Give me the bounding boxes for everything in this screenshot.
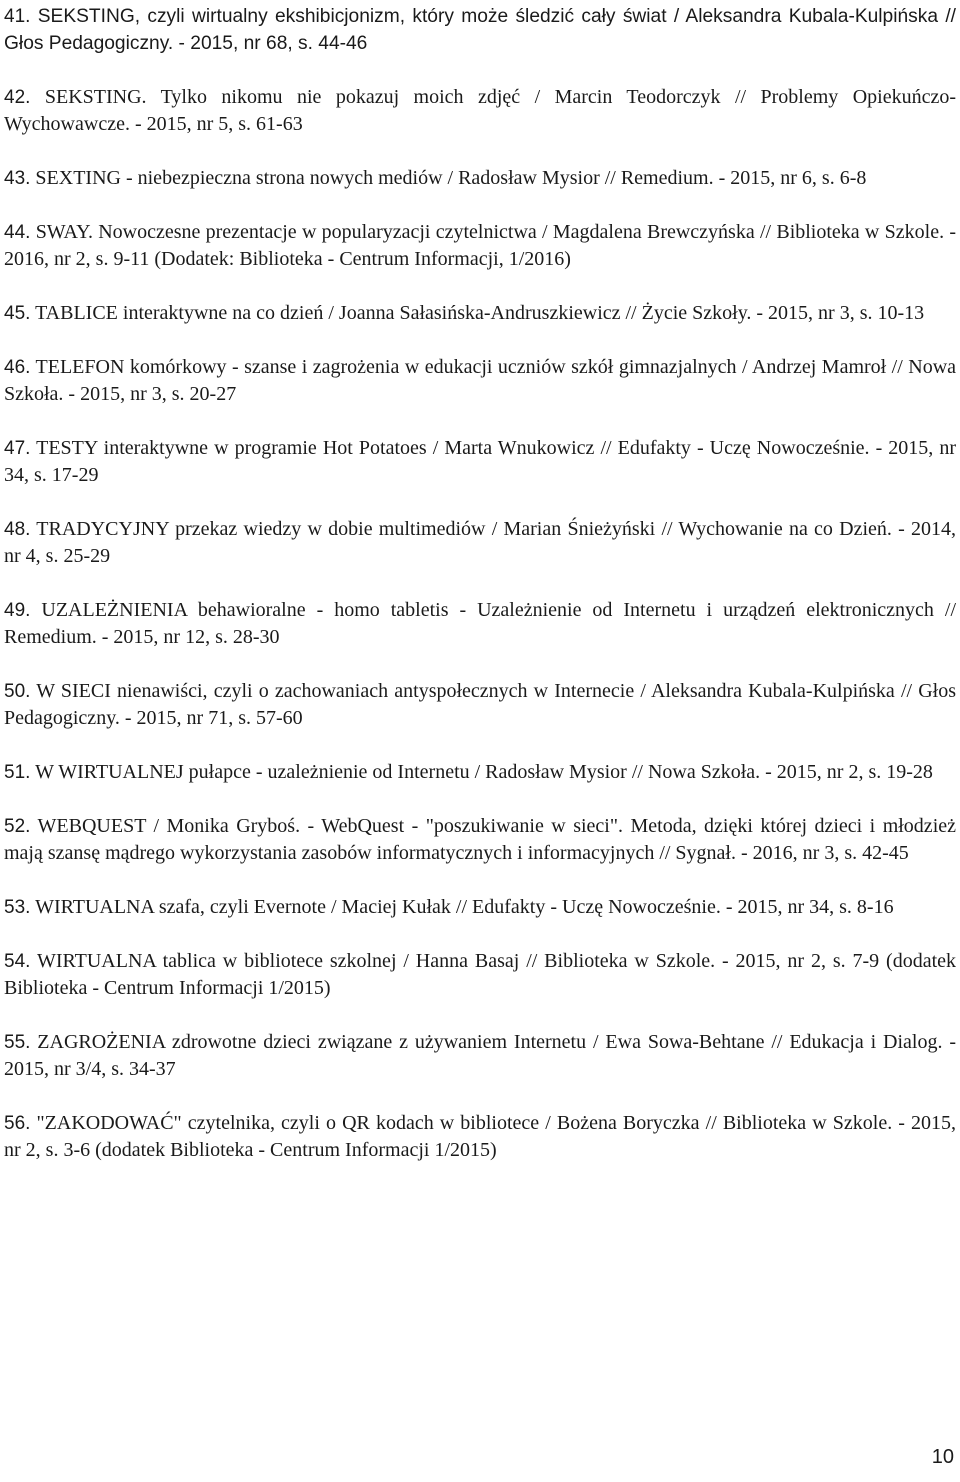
bibliography-entry	[4, 948, 956, 1002]
entry-text: WEBQUEST / Monika Gryboś. - WebQuest - "poszukiwanie w sieci". Metoda, dzięki której dzieci i młodzież mają szansę mądrego wykorzystania zasobów informatycznych i informacyjnych // Sygnał. - 2016, nr 3, s. 42-45	[4, 815, 956, 864]
entry-number: 51.	[4, 762, 31, 783]
bibliography-entry	[4, 3, 956, 57]
bibliography-entry	[4, 813, 956, 867]
entry-text: W WIRTUALNEJ pułapce - uzależnienie od Internetu / Radosław Mysior // Nowa Szkoła. - 2015, nr 2, s. 19-28	[35, 761, 933, 783]
entry-number: 41.	[4, 6, 31, 27]
entry-text: TELEFON komórkowy - szanse i zagrożenia w edukacji uczniów szkół gimnazjalnych / Andrzej Mamroł // Nowa Szkoła. - 2015, nr 3, s. 20-27	[4, 356, 957, 405]
entry-number: 49.	[4, 600, 31, 621]
bibliography-entry	[4, 516, 956, 570]
entry-number: 52.	[4, 816, 31, 837]
entry-text: TRADYCYJNY przekaz wiedzy w dobie multimediów / Marian Śnieżyński // Wychowanie na co Dzień. - 2014, nr 4, s. 25-29	[4, 518, 957, 567]
entry-number: 56.	[4, 1113, 31, 1134]
entry-number: 43.	[4, 168, 31, 189]
bibliography-entry	[4, 219, 956, 273]
entry-text: "ZAKODOWAĆ" czytelnika, czyli o QR kodach w bibliotece / Bożena Boryczka // Biblioteka w Szkole. - 2015, nr 2, s. 3-6 (dodatek Biblioteka - Centrum Informacji 1/2015)	[4, 1112, 957, 1161]
bibliography-entry	[4, 84, 956, 138]
entry-text: SWAY. Nowoczesne prezentacje w popularyzacji czytelnictwa / Magdalena Brewczyńska // Biblioteka w Szkole. - 2016, nr 2, s. 9-11 (Dodatek: Biblioteka - Centrum Informacji, 1/2016)	[4, 221, 956, 270]
entry-number: 48.	[4, 519, 31, 540]
entry-number: 46.	[4, 357, 31, 378]
bibliography-entry	[4, 759, 956, 786]
entry-number: 47.	[4, 438, 31, 459]
entry-text: SEXTING - niebezpieczna strona nowych mediów / Radosław Mysior // Remedium. - 2015, nr 6, s. 6-8	[35, 167, 867, 189]
bibliography-entry	[4, 1029, 956, 1083]
entry-number: 53.	[4, 897, 31, 918]
bibliography-entry	[4, 354, 956, 408]
bibliography-entry	[4, 597, 956, 651]
entry-number: 45.	[4, 303, 31, 324]
entry-text: WIRTUALNA szafa, czyli Evernote / Maciej Kułak // Edufakty - Uczę Nowocześnie. - 2015, nr 34, s. 8-16	[35, 896, 894, 918]
entry-number: 42.	[4, 87, 31, 108]
entry-number: 44.	[4, 222, 31, 243]
bibliography-entry	[4, 894, 956, 921]
entry-number: 50.	[4, 681, 31, 702]
entry-number: 54.	[4, 951, 31, 972]
entry-text: W SIECI nienawiści, czyli o zachowaniach antyspołecznych w Internecie / Aleksandra Kubala-Kulpińska // Głos Pedagogiczny. - 2015, nr 71, s. 57-60	[4, 680, 956, 729]
entry-text: ZAGROŻENIA zdrowotne dzieci związane z używaniem Internetu / Ewa Sowa-Behtane // Edukacja i Dialog. - 2015, nr 3/4, s. 34-37	[4, 1031, 956, 1080]
entry-text: UZALEŻNIENIA behawioralne - homo tabletis - Uzależnienie od Internetu i urządzeń elektronicznych // Remedium. - 2015, nr 12, s. 28-30	[4, 599, 956, 648]
page-number: 10	[931, 1446, 954, 1468]
bibliography-entry	[4, 300, 956, 327]
entry-text: TABLICE interaktywne na co dzień / Joanna Sałasińska-Andruszkiewicz // Życie Szkoły. - 2015, nr 3, s. 10-13	[35, 302, 925, 324]
bibliography-entry	[4, 678, 956, 732]
entry-text: TESTY interaktywne w programie Hot Potatoes / Marta Wnukowicz // Edufakty - Uczę Nowocześnie. - 2015, nr 34, s. 17-29	[4, 437, 957, 486]
entry-text: WIRTUALNA tablica w bibliotece szkolnej / Hanna Basaj // Biblioteka w Szkole. - 2015, nr 2, s. 7-9 (dodatek Biblioteka - Centrum Informacji 1/2015)	[4, 950, 957, 999]
bibliography-list	[4, 3, 956, 1191]
bibliography-entry	[4, 435, 956, 489]
bibliography-entry	[4, 1110, 956, 1164]
entry-text: SEKSTING, czyli wirtualny ekshibicjonizm, który może śledzić cały świat / Aleksandra Kubala-Kulpińska // Głos Pedagogiczny. - 2015, nr 68, s. 44-46	[4, 6, 956, 54]
entry-text: SEKSTING. Tylko nikomu nie pokazuj moich zdjęć / Marcin Teodorczyk // Problemy Opiekuńczo-Wychowawcze. - 2015, nr 5, s. 61-63	[4, 86, 956, 135]
bibliography-entry	[4, 165, 956, 192]
entry-number: 55.	[4, 1032, 31, 1053]
